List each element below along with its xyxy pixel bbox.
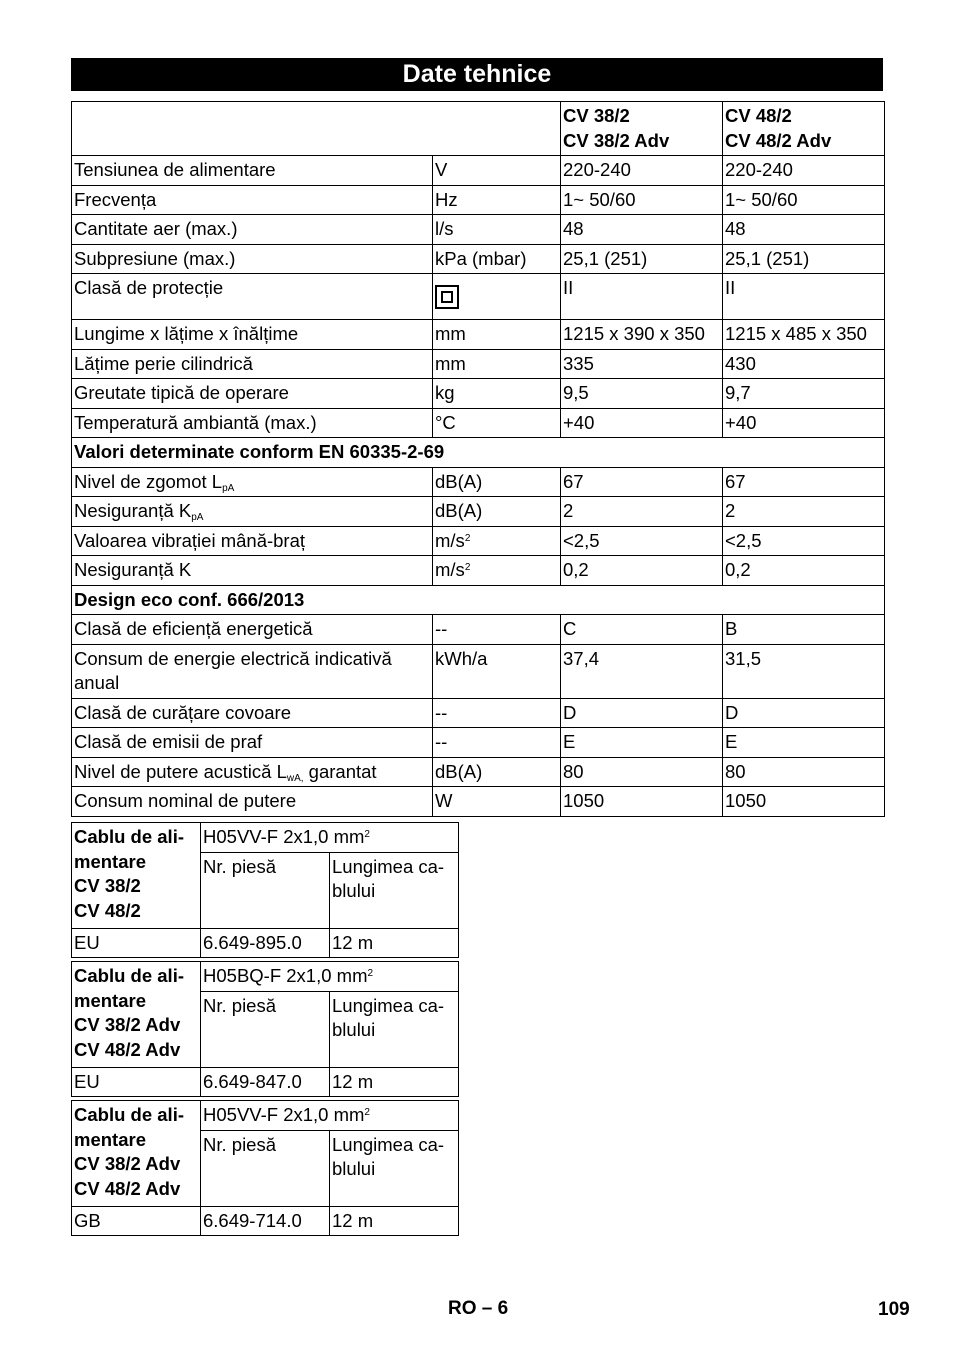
cable-title-line: mentare bbox=[74, 989, 146, 1011]
row-unit-text: W bbox=[435, 790, 453, 811]
row-value-model-1 bbox=[561, 787, 723, 817]
cable-col-part: Nr. piesă bbox=[201, 991, 330, 1067]
row-value-model-2-text: 67 bbox=[725, 470, 746, 492]
table-row bbox=[72, 379, 885, 409]
cable-title-line: CV 48/2 bbox=[74, 899, 141, 921]
row-value-model-1 bbox=[561, 320, 723, 350]
row-value-model-1-text: 0,2 bbox=[563, 559, 589, 580]
row-unit-text: dB(A) bbox=[435, 500, 483, 521]
cable-title-line: CV 48/2 Adv bbox=[74, 1038, 181, 1060]
row-value-model-2 bbox=[723, 244, 885, 274]
row-value-model-1 bbox=[561, 215, 723, 245]
row-label bbox=[72, 615, 433, 645]
row-label-text: Lungime x lățime x înălțime bbox=[74, 323, 299, 344]
row-value-model-2 bbox=[723, 644, 885, 698]
row-label bbox=[72, 408, 433, 438]
row-value-model-1 bbox=[561, 408, 723, 438]
row-unit-text: -- bbox=[435, 701, 448, 723]
row-unit bbox=[433, 497, 561, 527]
header-empty bbox=[72, 102, 561, 156]
row-value-model-2-text: 48 bbox=[725, 218, 746, 239]
page-title: Date tehnice bbox=[71, 58, 883, 91]
row-unit-text: mm bbox=[435, 323, 466, 344]
row-unit bbox=[433, 408, 561, 438]
row-value-model-2 bbox=[723, 185, 885, 215]
row-unit-text: -- bbox=[435, 618, 448, 639]
row-label-subscript: pA bbox=[222, 482, 235, 494]
cable-type bbox=[201, 1101, 459, 1131]
row-value-model-2 bbox=[723, 497, 885, 527]
row-label bbox=[72, 728, 433, 758]
cable-part-number: 6.649-895.0 bbox=[201, 928, 330, 958]
table-row bbox=[72, 787, 885, 817]
section-en-heading: Valori determinate conform EN 60335-2-69 bbox=[72, 438, 885, 468]
cable-title-line: Cablu de ali- bbox=[74, 826, 184, 847]
row-value-model-1 bbox=[561, 644, 723, 698]
cable-col-length-line: blului bbox=[332, 1019, 376, 1040]
row-value-model-1 bbox=[561, 556, 723, 586]
row-unit-superscript: 2 bbox=[464, 562, 471, 573]
row-unit-text: °C bbox=[435, 411, 456, 433]
cable-type-superscript: 2 bbox=[364, 829, 370, 840]
row-unit-text: mm bbox=[435, 352, 466, 374]
table-row bbox=[72, 757, 885, 787]
row-label bbox=[72, 185, 433, 215]
table-row bbox=[72, 615, 885, 645]
header-model-1-line1: CV 38/2 bbox=[563, 105, 630, 126]
row-value-model-1 bbox=[561, 379, 723, 409]
row-value-model-2-text: 430 bbox=[725, 352, 756, 374]
cable-table bbox=[71, 822, 459, 958]
row-label-text: Clasă de eficiență energetică bbox=[74, 618, 313, 639]
row-unit bbox=[433, 320, 561, 350]
table-row bbox=[72, 497, 885, 527]
row-value-model-1-text: 80 bbox=[563, 760, 584, 782]
cable-region: EU bbox=[72, 928, 201, 958]
table-row bbox=[72, 644, 885, 698]
row-label-text: Nesiguranță K bbox=[74, 559, 192, 580]
row-value-model-1 bbox=[561, 467, 723, 497]
cable-title-line: CV 48/2 Adv bbox=[74, 1177, 181, 1199]
row-value-model-2-text: <2,5 bbox=[725, 529, 762, 551]
row-value-model-1 bbox=[561, 156, 723, 186]
row-unit bbox=[433, 185, 561, 215]
row-value-model-1-text: <2,5 bbox=[563, 529, 600, 551]
row-unit bbox=[433, 728, 561, 758]
row-label bbox=[72, 497, 433, 527]
cable-title-line: mentare bbox=[74, 850, 146, 872]
row-value-model-1 bbox=[561, 497, 723, 527]
row-value-model-2-text: 1~ 50/60 bbox=[725, 188, 798, 210]
header-model-1-line2: CV 38/2 Adv bbox=[563, 129, 670, 151]
row-value-model-2 bbox=[723, 757, 885, 787]
row-value-model-1 bbox=[561, 615, 723, 645]
row-label-text: Subpresiune (max.) bbox=[74, 247, 236, 269]
row-value-model-2 bbox=[723, 728, 885, 758]
row-value-model-2 bbox=[723, 615, 885, 645]
cable-col-length-line: blului bbox=[332, 880, 376, 901]
row-unit bbox=[433, 787, 561, 817]
row-unit bbox=[433, 467, 561, 497]
cable-table bbox=[71, 1100, 459, 1236]
row-label bbox=[72, 526, 433, 556]
row-label bbox=[72, 757, 433, 787]
row-label-text: Nivel de putere acustică L bbox=[74, 760, 287, 782]
footer-label: RO – 6 bbox=[448, 1298, 509, 1319]
cable-col-part: Nr. piesă bbox=[201, 852, 330, 928]
cable-header-row bbox=[72, 1101, 459, 1131]
table-row bbox=[72, 244, 885, 274]
cable-title-line: CV 38/2 bbox=[74, 875, 141, 896]
row-unit-text: m/s bbox=[435, 559, 465, 580]
cable-type-text: H05VV-F 2x1,0 mm bbox=[203, 826, 365, 847]
cable-col-length-line: Lungimea ca- bbox=[332, 1133, 445, 1155]
cable-data-row bbox=[72, 928, 459, 958]
row-label bbox=[72, 467, 433, 497]
row-value-model-1 bbox=[561, 757, 723, 787]
row-value-model-1 bbox=[561, 244, 723, 274]
row-unit-text: kg bbox=[435, 382, 455, 403]
row-value-model-1-text: 25,1 (251) bbox=[563, 247, 648, 269]
cable-type bbox=[201, 962, 459, 992]
table-row bbox=[72, 215, 885, 245]
row-value-model-2-text: 2 bbox=[725, 500, 736, 521]
header-model-1 bbox=[561, 102, 723, 156]
row-label-text: Frecvența bbox=[74, 188, 157, 210]
row-unit bbox=[433, 526, 561, 556]
row-label-text: Clasă de emisii de praf bbox=[74, 731, 263, 752]
row-value-model-2 bbox=[723, 320, 885, 350]
row-value-model-2 bbox=[723, 379, 885, 409]
row-label-text: Nesiguranță K bbox=[74, 500, 192, 521]
header-model-2 bbox=[723, 102, 885, 156]
row-value-model-2-text: 220-240 bbox=[725, 159, 793, 180]
row-value-model-2-text: E bbox=[725, 731, 738, 752]
row-value-model-2 bbox=[723, 787, 885, 817]
row-label bbox=[72, 556, 433, 586]
row-value-model-1-text: 220-240 bbox=[563, 159, 631, 180]
row-unit bbox=[433, 379, 561, 409]
row-value-model-2 bbox=[723, 274, 885, 320]
row-label-text: Tensiunea de alimentare bbox=[74, 159, 276, 180]
row-value-model-2 bbox=[723, 467, 885, 497]
section-en-heading-row bbox=[72, 438, 885, 468]
row-value-model-2-text: 25,1 (251) bbox=[725, 247, 810, 269]
cable-length: 12 m bbox=[330, 1206, 459, 1236]
table-row bbox=[72, 156, 885, 186]
row-label bbox=[72, 156, 433, 186]
row-value-model-1-text: E bbox=[563, 731, 576, 752]
row-unit bbox=[433, 156, 561, 186]
row-value-model-1-text: 2 bbox=[563, 500, 574, 521]
row-unit bbox=[433, 274, 561, 320]
cable-region: EU bbox=[72, 1067, 201, 1097]
table-row bbox=[72, 320, 885, 350]
cable-type-text: H05VV-F 2x1,0 mm bbox=[203, 1104, 365, 1125]
row-value-model-1-text: C bbox=[563, 618, 577, 639]
row-label-text: Lățime perie cilindrică bbox=[74, 352, 253, 374]
row-unit-superscript: 2 bbox=[464, 532, 471, 544]
row-label-text: Cantitate aer (max.) bbox=[74, 218, 238, 239]
cable-type-superscript: 2 bbox=[367, 968, 374, 979]
row-unit bbox=[433, 644, 561, 698]
row-value-model-1 bbox=[561, 274, 723, 320]
header-row bbox=[72, 102, 885, 156]
header-model-2-line2: CV 48/2 Adv bbox=[725, 129, 832, 151]
cable-title bbox=[72, 823, 201, 929]
cable-col-length bbox=[330, 991, 459, 1067]
row-label-subscript: pA bbox=[191, 512, 204, 523]
cable-title bbox=[72, 962, 201, 1068]
row-value-model-1-text: 1215 x 390 x 350 bbox=[563, 323, 705, 344]
row-value-model-2 bbox=[723, 349, 885, 379]
cable-col-length-line: blului bbox=[332, 1158, 376, 1179]
row-label bbox=[72, 349, 433, 379]
row-label-text: Consum nominal de putere bbox=[74, 790, 297, 811]
cable-title-line: CV 38/2 Adv bbox=[74, 1014, 181, 1035]
row-value-model-1-text: II bbox=[563, 277, 574, 298]
row-value-model-1 bbox=[561, 185, 723, 215]
row-label-text: Clasă de curățare covoare bbox=[74, 701, 291, 723]
row-value-model-2-text: 1050 bbox=[725, 790, 767, 811]
row-value-model-2-text: 1215 x 485 x 350 bbox=[725, 323, 867, 344]
cable-col-length-line: Lungimea ca- bbox=[332, 994, 445, 1016]
row-unit bbox=[433, 757, 561, 787]
cable-title-line: Cablu de ali- bbox=[74, 965, 184, 986]
cable-type-text: H05BQ-F 2x1,0 mm bbox=[203, 965, 368, 986]
cable-title bbox=[72, 1101, 201, 1207]
row-label-text: Clasă de protecție bbox=[74, 277, 224, 298]
cable-title-line: CV 38/2 Adv bbox=[74, 1153, 181, 1174]
header-model-2-line1: CV 48/2 bbox=[725, 105, 792, 126]
row-label bbox=[72, 274, 433, 320]
cable-title-line: mentare bbox=[74, 1128, 146, 1150]
table-row bbox=[72, 185, 885, 215]
row-value-model-2 bbox=[723, 556, 885, 586]
row-unit-text: l/s bbox=[435, 218, 454, 239]
row-label-text: Greutate tipică de operare bbox=[74, 382, 289, 403]
cable-col-length-line: Lungimea ca- bbox=[332, 855, 445, 877]
cable-length: 12 m bbox=[330, 1067, 459, 1097]
cable-type-superscript: 2 bbox=[364, 1107, 370, 1118]
row-value-model-2-text: D bbox=[725, 701, 739, 723]
row-label bbox=[72, 215, 433, 245]
row-label-text: Nivel de zgomot L bbox=[74, 470, 223, 492]
cable-part-number: 6.649-847.0 bbox=[201, 1067, 330, 1097]
row-value-model-2-text: 9,7 bbox=[725, 382, 751, 403]
row-value-model-2-text: II bbox=[725, 277, 736, 298]
page-number: 109 bbox=[878, 1299, 910, 1320]
row-value-model-2-text: 80 bbox=[725, 760, 746, 782]
table-row bbox=[72, 408, 885, 438]
section-eco-heading: Design eco conf. 666/2013 bbox=[72, 585, 885, 615]
row-label-text: Temperatură ambiantă (max.) bbox=[74, 411, 317, 433]
row-unit-text: dB(A) bbox=[435, 760, 483, 782]
row-value-model-2-text: 0,2 bbox=[725, 559, 751, 580]
row-unit-text: -- bbox=[435, 731, 448, 752]
row-value-model-1-text: 1050 bbox=[563, 790, 605, 811]
row-value-model-1-text: 1~ 50/60 bbox=[563, 188, 636, 210]
row-value-model-1 bbox=[561, 728, 723, 758]
row-unit-text: m/s bbox=[435, 529, 465, 551]
row-value-model-2 bbox=[723, 408, 885, 438]
section-eco-heading-row bbox=[72, 585, 885, 615]
row-value-model-2-text: 31,5 bbox=[725, 647, 762, 669]
protection-class-ii-icon bbox=[435, 285, 459, 309]
row-value-model-1-text: 335 bbox=[563, 352, 594, 374]
row-unit-text: kWh/a bbox=[435, 647, 488, 669]
row-unit bbox=[433, 698, 561, 728]
cable-data-row bbox=[72, 1067, 459, 1097]
row-label-subscript: wA, bbox=[286, 772, 304, 784]
cable-length: 12 m bbox=[330, 928, 459, 958]
row-value-model-2-text: B bbox=[725, 618, 738, 639]
row-value-model-2 bbox=[723, 526, 885, 556]
cable-col-part: Nr. piesă bbox=[201, 1130, 330, 1206]
row-unit-text: dB(A) bbox=[435, 470, 483, 492]
row-unit bbox=[433, 215, 561, 245]
row-value-model-1-text: 48 bbox=[563, 218, 584, 239]
row-unit-text: kPa (mbar) bbox=[435, 247, 527, 269]
cable-title-line: Cablu de ali- bbox=[74, 1104, 184, 1125]
cable-type bbox=[201, 823, 459, 853]
row-value-model-1 bbox=[561, 698, 723, 728]
row-label bbox=[72, 320, 433, 350]
row-value-model-2 bbox=[723, 156, 885, 186]
row-value-model-1-text: +40 bbox=[563, 411, 595, 433]
row-value-model-1 bbox=[561, 349, 723, 379]
table-row bbox=[72, 556, 885, 586]
row-label bbox=[72, 644, 433, 698]
row-unit bbox=[433, 615, 561, 645]
cable-part-number: 6.649-714.0 bbox=[201, 1206, 330, 1236]
row-label bbox=[72, 787, 433, 817]
table-row bbox=[72, 467, 885, 497]
row-label bbox=[72, 379, 433, 409]
cable-data-row bbox=[72, 1206, 459, 1236]
cable-table bbox=[71, 961, 459, 1097]
row-value-model-2 bbox=[723, 698, 885, 728]
row-unit-text: V bbox=[435, 159, 448, 180]
row-value-model-1-text: D bbox=[563, 701, 577, 723]
row-unit bbox=[433, 244, 561, 274]
table-row bbox=[72, 728, 885, 758]
row-value-model-1-text: 67 bbox=[563, 470, 584, 492]
row-label-text: Consum de energie electrică indicativă anual bbox=[74, 647, 392, 693]
cable-header-row bbox=[72, 823, 459, 853]
table-row bbox=[72, 274, 885, 320]
row-unit-text: Hz bbox=[435, 188, 458, 210]
row-value-model-1-text: 9,5 bbox=[563, 382, 589, 403]
table-row bbox=[72, 698, 885, 728]
row-value-model-2-text: +40 bbox=[725, 411, 757, 433]
cable-col-length bbox=[330, 1130, 459, 1206]
row-value-model-2 bbox=[723, 215, 885, 245]
row-label bbox=[72, 698, 433, 728]
tech-data-table bbox=[71, 101, 885, 817]
row-value-model-1-text: 37,4 bbox=[563, 647, 600, 669]
cable-region: GB bbox=[72, 1206, 201, 1236]
cable-header-row bbox=[72, 962, 459, 992]
row-label bbox=[72, 244, 433, 274]
table-row bbox=[72, 349, 885, 379]
cable-col-length bbox=[330, 852, 459, 928]
row-unit bbox=[433, 556, 561, 586]
row-label-suffix: garantat bbox=[303, 760, 377, 782]
row-label-text: Valoarea vibrației mână-braț bbox=[74, 529, 306, 551]
table-row bbox=[72, 526, 885, 556]
row-unit bbox=[433, 349, 561, 379]
row-value-model-1 bbox=[561, 526, 723, 556]
